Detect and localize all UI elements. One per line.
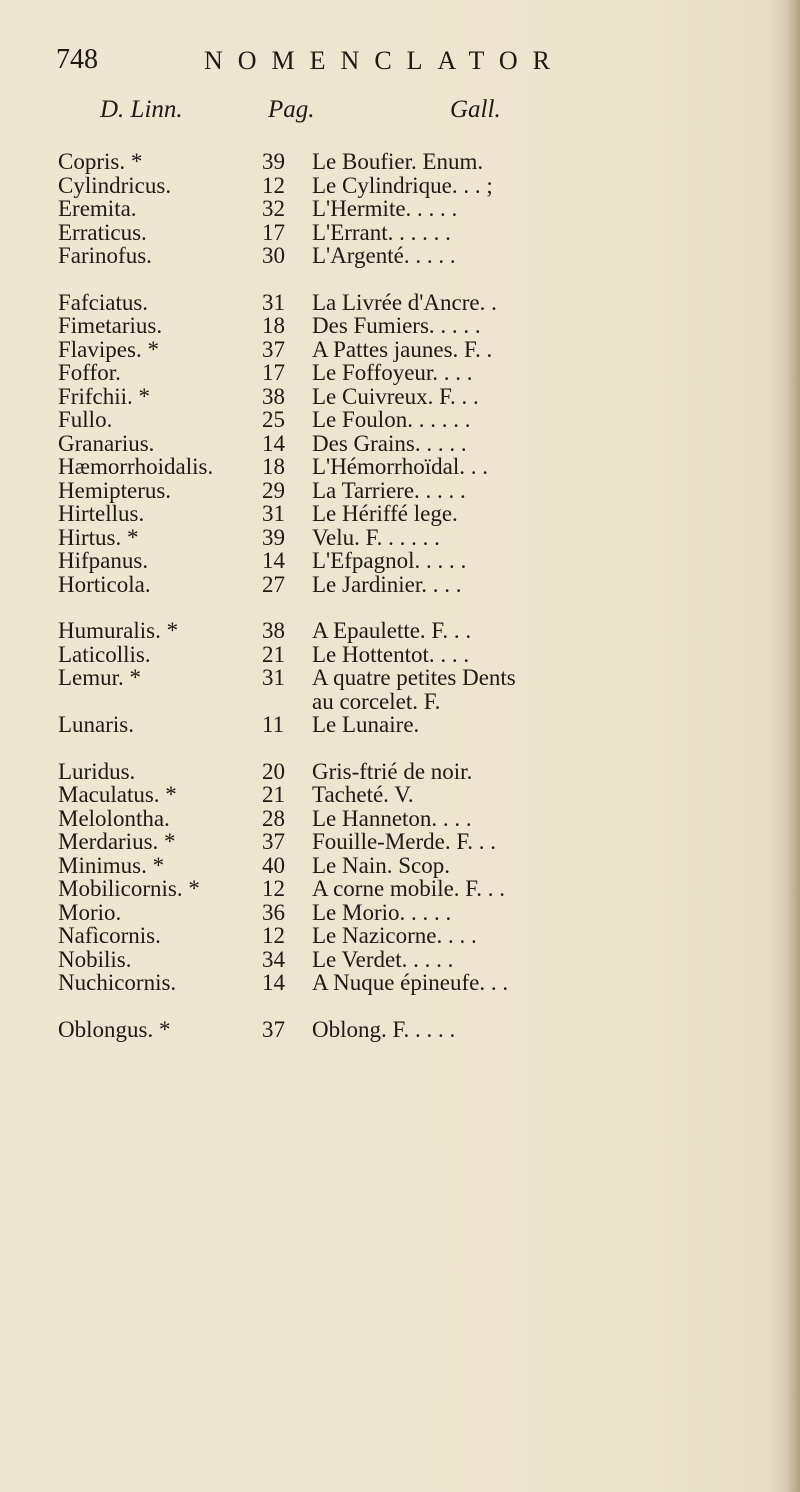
latin-name: Hæmorrhoidalis. [58, 454, 214, 479]
french-name: A quatre petites Dents [312, 665, 516, 690]
latin-name: Hifpanus. [58, 548, 149, 573]
table-row [0, 948, 800, 972]
french-name: Le Foulon. . . . . . [312, 407, 471, 432]
table-row [0, 854, 800, 878]
latin-name: Lemur. * [58, 665, 142, 690]
page-reference: 21 [262, 641, 285, 667]
latin-name: Morio. [58, 899, 122, 925]
page-reference: 28 [262, 805, 285, 831]
page-reference: 37 [262, 829, 285, 854]
latin-name: Oblongus. * [58, 1016, 171, 1042]
page-reference: 14 [262, 430, 285, 456]
latin-name: Nobilis. [58, 946, 132, 972]
page-reference: 12 [262, 172, 285, 198]
french-name: L'Hermite. . . . . [312, 196, 458, 221]
french-name: Le Verdet. . . . . [312, 946, 454, 972]
latin-name: Farinofus. [58, 243, 152, 268]
french-name: Des Fumiers. . . . . [312, 313, 481, 338]
latin-name: Frifchii. * [58, 383, 150, 409]
latin-name: Hirtellus. [58, 501, 145, 526]
table-row [0, 1018, 800, 1042]
page-reference: 14 [262, 970, 285, 995]
latin-name: Minimus. * [58, 852, 165, 878]
table-row [0, 338, 800, 362]
latin-name: Melolontha. [58, 805, 170, 831]
table-row [0, 713, 800, 737]
column-header-french: Gall. [450, 96, 501, 123]
latin-name: Foffor. [58, 360, 121, 385]
latin-name: Merdarius. * [58, 829, 176, 854]
table-row [0, 479, 800, 503]
page-reference: 12 [262, 923, 285, 948]
table-row [0, 432, 800, 456]
page-reference: 11 [262, 712, 285, 737]
page-reference: 40 [262, 852, 285, 878]
french-name: Le Cuivreux. F. . . [312, 383, 479, 409]
column-header-page: Pag. [268, 96, 315, 123]
french-name: A corne mobile. F. . . [312, 876, 505, 901]
french-name: Le Nazicorne. . . . [312, 923, 477, 948]
latin-name: Fullo. [58, 407, 113, 432]
page-reference: 14 [262, 548, 285, 573]
table-row [0, 971, 800, 995]
running-title: NOMENCLATOR [204, 46, 565, 75]
page-reference: 29 [262, 477, 285, 503]
page-reference: 18 [262, 313, 285, 338]
page-number: 748 [56, 44, 98, 75]
table-row [0, 760, 800, 784]
latin-name: Hemipterus. [58, 477, 172, 503]
latin-name: Flavipes. * [58, 336, 159, 362]
page-reference: 25 [262, 407, 285, 432]
french-name: A Epaulette. F. . . [312, 618, 472, 643]
french-name: Le Jardinier. . . . [312, 571, 462, 597]
french-name: Le Morio. . . . . [312, 899, 452, 925]
page-reference: 12 [262, 876, 285, 901]
french-name: Le Boufier. Enum. [312, 149, 484, 174]
table-row [0, 244, 800, 268]
table-row [0, 807, 800, 831]
table-row [0, 901, 800, 925]
entry-group [0, 1018, 800, 1042]
french-name: Gris-ftrié de noir. [312, 758, 473, 784]
table-row [0, 526, 800, 550]
table-row [0, 174, 800, 198]
column-header-linnaeus: D. Linn. [100, 96, 183, 123]
latin-name: Luridus. [58, 758, 136, 784]
latin-name: Horticola. [58, 571, 151, 597]
french-name: au corcelet. F. [312, 688, 441, 714]
french-name: Le Hanneton. . . . [312, 805, 472, 831]
page-reference: 31 [262, 501, 285, 526]
page-reference: 18 [262, 454, 285, 479]
page-reference: 30 [262, 243, 285, 268]
page-reference: 17 [262, 219, 285, 245]
french-name: Le Hottentot. . . . [312, 641, 470, 667]
page-reference: 17 [262, 360, 285, 385]
french-name: Le Foffoyeur. . . . [312, 360, 473, 385]
entry-group [0, 150, 800, 268]
latin-name: Laticollis. [58, 641, 151, 667]
page-reference: 32 [262, 196, 285, 221]
french-name: L'Argenté. . . . . [312, 243, 456, 268]
page-reference: 38 [262, 383, 285, 409]
table-row [0, 924, 800, 948]
table-row [0, 619, 800, 643]
french-name: A Pattes jaunes. F. . [312, 336, 493, 362]
page-reference: 34 [262, 946, 285, 972]
table-row [0, 197, 800, 221]
latin-name: Maculatus. * [58, 782, 177, 807]
table-row [0, 666, 800, 690]
table-row [0, 150, 800, 174]
page-reference: 20 [262, 758, 285, 784]
table-row [0, 502, 800, 526]
table-row [0, 830, 800, 854]
table-row [0, 361, 800, 385]
table-row [0, 643, 800, 667]
latin-name: Mobilicornis. * [58, 876, 200, 901]
latin-name: Erraticus. [58, 219, 147, 245]
french-name: Le Nain. Scop. [312, 852, 450, 878]
table-row [0, 573, 800, 597]
table-row [0, 455, 800, 479]
french-name: Tacheté. V. [312, 782, 414, 807]
french-name: La Livrée d'Ancre. . [312, 289, 497, 315]
french-name: A Nuque épineufe. . . [312, 970, 509, 995]
latin-name: Eremita. [58, 196, 137, 221]
french-name: Des Grains. . . . . [312, 430, 467, 456]
page-reference: 37 [262, 1016, 285, 1042]
table-row [0, 408, 800, 432]
table-row [0, 783, 800, 807]
entry-group [0, 619, 800, 737]
french-name: L'Efpagnol. . . . . [312, 548, 467, 573]
page-reference: 39 [262, 149, 285, 174]
page-reference: 38 [262, 618, 285, 643]
french-name: L'Hémorrhoïdal. . . [312, 454, 488, 479]
table-row [0, 221, 800, 245]
page-reference: 39 [262, 524, 285, 550]
french-name: Fouille-Merde. F. . . [312, 829, 497, 854]
french-name: L'Errant. . . . . . [312, 219, 451, 245]
latin-name: Humuralis. * [58, 618, 179, 643]
french-name: Le Cylindrique. . . ; [312, 172, 493, 198]
page-reference: 36 [262, 899, 285, 925]
page-reference: 21 [262, 782, 285, 807]
page-reference: 31 [262, 665, 285, 690]
table-row [0, 291, 800, 315]
french-name: Le Lunaire. [312, 712, 420, 737]
latin-name: Hirtus. * [58, 524, 139, 550]
table-row [0, 549, 800, 573]
french-name: Velu. F. . . . . . [312, 524, 440, 550]
latin-name: Nafìcornis. [58, 923, 161, 948]
latin-name: Cylindricus. [58, 172, 172, 198]
latin-name: Copris. * [58, 149, 143, 174]
latin-name: Fimetarius. [58, 313, 163, 338]
entry-group [0, 291, 800, 597]
french-name: Le Hériffé lege. [312, 501, 458, 526]
table-row [0, 690, 800, 714]
french-name: Oblong. F. . . . . [312, 1016, 456, 1042]
table-row [0, 877, 800, 901]
latin-name: Fafciatus. [58, 289, 149, 315]
latin-name: Nuchicornis. [58, 970, 177, 995]
latin-name: Lunaris. [58, 712, 135, 737]
table-row [0, 314, 800, 338]
french-name: La Tarriere. . . . . [312, 477, 466, 503]
latin-name: Granarius. [58, 430, 155, 456]
page-reference: 27 [262, 571, 285, 597]
page-reference: 37 [262, 336, 285, 362]
page-header [0, 40, 800, 90]
page-reference: 31 [262, 289, 285, 315]
nomenclature-table [0, 150, 800, 1064]
entry-group [0, 760, 800, 995]
table-row [0, 385, 800, 409]
